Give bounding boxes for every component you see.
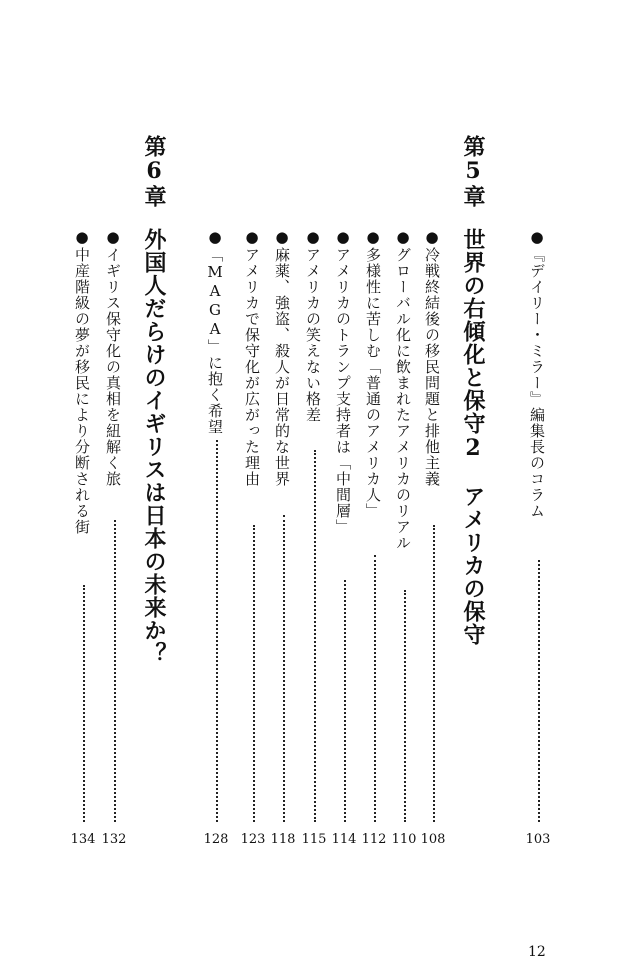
dot-leader — [253, 525, 255, 822]
dot-leader — [344, 580, 346, 822]
toc-entry-column: ●『デイリー・ミラー』編集長のコラム — [528, 228, 546, 519]
dot-leader — [314, 450, 316, 822]
dot-leader — [83, 585, 85, 822]
toc-entry: ●「MAGA」に抱く希望 — [206, 228, 224, 435]
toc-entry: ●麻薬、強盗、殺人が日常的な世界 — [273, 228, 291, 487]
dot-leader — [374, 555, 376, 822]
chapter-6-title: 外国人だらけのイギリスは日本の未来か？ — [141, 228, 167, 665]
page-number: 12 — [528, 944, 546, 960]
page-ref: 115 — [301, 832, 327, 847]
toc-entry: ●中産階級の夢が移民により分断される街 — [73, 228, 91, 535]
page-ref: 118 — [270, 832, 296, 847]
chapter-5-label: 第5章 — [460, 135, 486, 208]
page-ref: 134 — [70, 832, 96, 847]
dot-leader — [216, 440, 218, 822]
dot-leader — [283, 515, 285, 822]
dot-leader — [404, 590, 406, 822]
dot-leader — [538, 560, 540, 822]
page-ref: 103 — [525, 832, 551, 847]
page-ref: 114 — [331, 832, 357, 847]
page-ref: 123 — [240, 832, 266, 847]
page-ref: 110 — [391, 832, 417, 847]
toc-entry: ●アメリカの笑えない格差 — [304, 228, 322, 423]
page-ref: 132 — [101, 832, 127, 847]
toc-entry: ●イギリス保守化の真相を紐解く旅 — [104, 228, 122, 487]
toc-entry: ●アメリカで保守化が広がった理由 — [243, 228, 261, 487]
toc-entry: ●冷戦終結後の移民問題と排他主義 — [423, 228, 441, 487]
toc-entry: ●グローバル化に飲まれたアメリカのリアル — [394, 228, 412, 551]
page-ref: 108 — [420, 832, 446, 847]
toc-entry: ●多様性に苦しむ「普通のアメリカ人」 — [364, 228, 382, 519]
chapter-6-label: 第6章 — [141, 135, 167, 208]
dot-leader — [114, 520, 116, 822]
toc-entry: ●アメリカのトランプ支持者は「中間層」 — [334, 228, 352, 535]
chapter-5-title: 世界の右傾化と保守2 アメリカの保守 — [460, 228, 486, 646]
dot-leader — [433, 525, 435, 822]
page-ref: 112 — [361, 832, 387, 847]
page-ref: 128 — [203, 832, 229, 847]
